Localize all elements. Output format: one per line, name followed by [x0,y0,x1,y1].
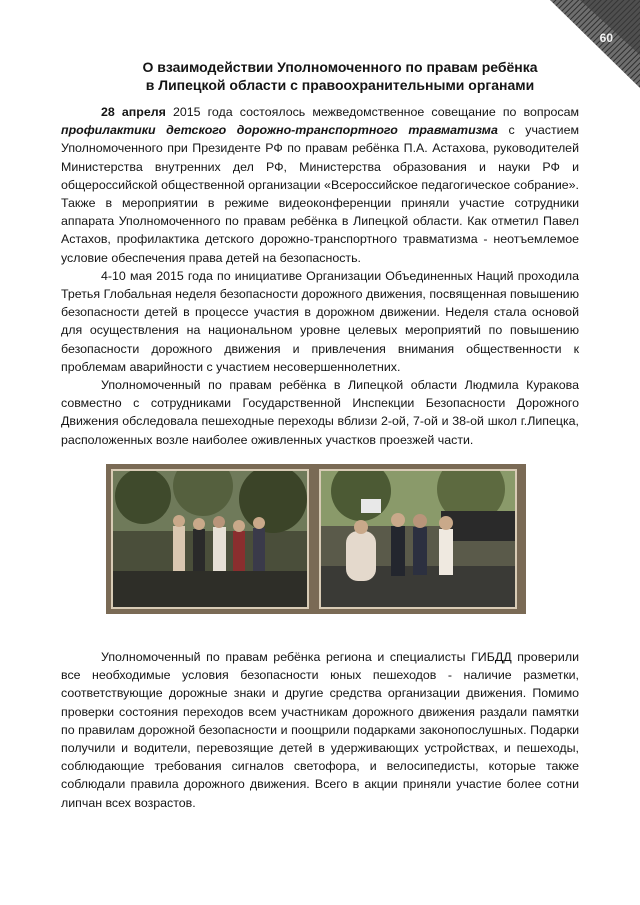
paragraph-1-text-b: с участием Уполномоченного при Президенте РФ по правам ребёнка П.А. Астахова, руководителей Министерства внутренних дел РФ, Министерства образования и науки РФ и общероссийской общественной организации «Всероссийское педагогическое собрание». Также в мероприятии в режиме видеоконференции приняли участие сотрудники аппарата Уполномоченного по правам ребёнка в Липецкой области. Как отметил Павел Астахов, профилактика детского дорожно-транспортного травматизма - неотъемлемое условие обеспечения права детей на безопасность. [61,123,579,265]
title-line-2: в Липецкой области с правоохранительными органами [145,77,535,93]
photo-crosswalk-inspection [319,469,517,609]
photo-collage [106,464,526,614]
paragraph-1 [61,103,579,267]
page-title [0,58,640,94]
title-line-1: О взаимодействии Уполномоченного по правам ребёнка [142,59,538,75]
paragraph-2: 4-10 мая 2015 года по инициативе Организации Объединенных Наций проходила Третья Глобальная неделя безопасности дорожного движения, посвященная повышению безопасности детей в процессе участия в дорожном движении. Неделя стала основой для осуществления на национальном уровне целевых мероприятий по повышению безопасности дорожного движения и привлечения внимания общественности к проблемам аварийности с участием несовершеннолетних. [61,268,579,374]
paragraph-3: Уполномоченный по правам ребёнка в Липецкой области Людмила Куракова совместно с сотрудниками Государственной Инспекции Безопасности Дорожного Движения обследовала пешеходные переходы вблизи 2-ой, 7-ой и 38-ой школ г.Липецка, расположенных возле наиболее оживленных участков проезжей части. [61,378,579,447]
page-number: 60 [599,31,613,45]
event-topic: профилактики детского дорожно-транспортного травматизма [61,123,498,138]
photo-group-outdoors [111,469,309,609]
paragraph-4: Уполномоченный по правам ребёнка региона и специалисты ГИБДД проверили все необходимые условия безопасности юных пешеходов - наличие разметки, соответствующие дорожные знаки и другие средства организации движения. Помимо проверки состояния переходов всем участникам дорожного движения раздали памятки по правилам дорожной безопасности и поощрили подарками законопослушных. Подарки получили и водители, перевозящие детей в удерживающих устройствах, и пешеходы, соблюдающие требования сигналов светофора, и велосипедисты, которые также соблюдали правила дорожного движения. Всего в акции приняли участие более сотни липчан всех возрастов. [61,650,579,810]
article-body-top [61,103,579,449]
article-body-bottom [61,648,579,812]
event-date: 28 апреля [101,105,166,119]
paragraph-1-text-a: 2015 года состоялось межведомственное совещание по вопросам [165,105,579,119]
